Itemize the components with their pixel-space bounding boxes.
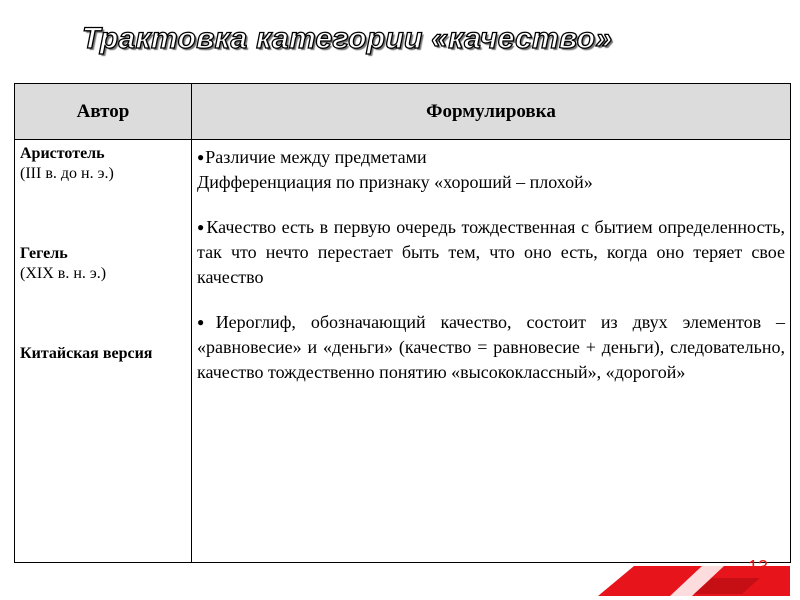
table-header-row <box>15 84 791 140</box>
author-hegel <box>20 244 186 284</box>
quality-table <box>14 83 791 563</box>
author-name: Аристотель <box>20 145 105 162</box>
formulation-text: Иероглиф, обозначающий качество, состоит из двух элементов – «равновесие» и «деньги» (качество = равновесие + деньги), следовательно, качество тождественно понятию «высококлассный», «дорогой» <box>197 312 786 382</box>
formulation-chinese <box>197 310 785 385</box>
bullet-icon: ● <box>197 315 215 329</box>
header-formulation: Формулировка <box>192 84 791 140</box>
author-name: Гегель <box>20 245 68 262</box>
author-chinese-version <box>20 344 186 364</box>
author-cell <box>15 140 192 563</box>
formulation-hegel <box>197 215 785 290</box>
formulation-text: Различие между предметами <box>205 147 427 167</box>
author-era: (III в. до н. э.) <box>20 165 114 182</box>
author-aristotle <box>20 144 186 184</box>
bullet-icon: ● <box>197 220 206 234</box>
text-line <box>197 145 785 170</box>
bullet-icon: ● <box>197 150 205 164</box>
formulation-cell <box>192 140 791 563</box>
formulation-text: Дифференциация по признаку «хороший – плохой» <box>197 172 593 192</box>
formulation-aristotle <box>197 145 785 195</box>
author-era: (XIX в. н. э.) <box>20 265 107 282</box>
table-row <box>15 140 791 563</box>
header-author: Автор <box>15 84 192 140</box>
page-number: 13 <box>748 557 769 577</box>
formulation-text: Качество есть в первую очередь тождественная с бытием определенность, так что нечто перестает быть тем, что оно есть, когда оно теряет свое качество <box>197 217 786 287</box>
author-name: Китайская версия <box>20 345 153 362</box>
slide-title: Трактовка категории «качество» <box>82 22 613 55</box>
